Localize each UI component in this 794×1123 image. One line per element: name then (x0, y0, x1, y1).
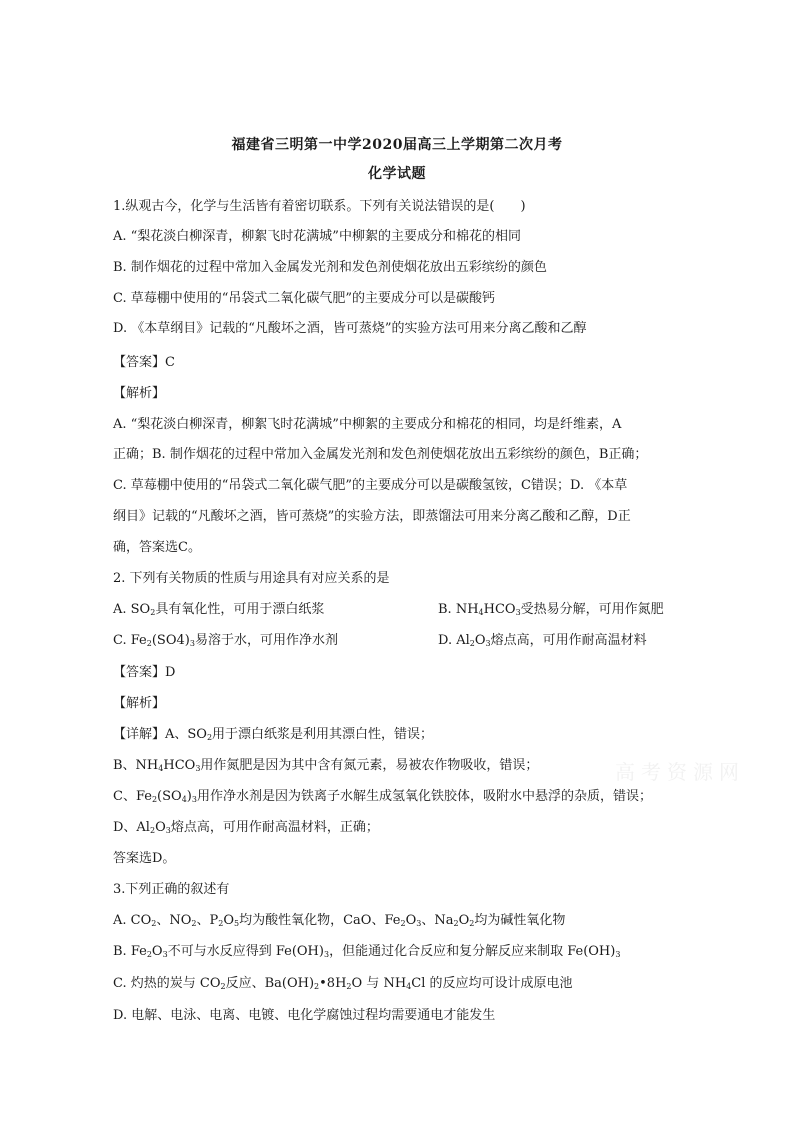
q3-option-c: C. 灼热的炭与 $CO_2$反应、$Ba(OH)_2•8H_2O$ 与 $NH_4Cl$ 的反应均可设计成原电池 (113, 976, 573, 991)
q2-detail-line: B、$NH_4HCO_3$用作氮肥是因为其中含有氮元素，易被农作物吸收，错误； (113, 758, 539, 773)
q1-analysis-line: 确，答案选C。 (113, 540, 201, 555)
q3-option-b: B. $Fe_2O_3$不可与水反应得到 $Fe(OH)_3$，但能通过化合反应和复分解反应来制取 $Fe(OH)_3$ (113, 944, 621, 959)
q3-option-a: A. $CO_2$、$NO_2$、$P_2O_5$均为酸性氧化物，CaO、$Fe_2O_3$、$Na_2O_2$均为碱性氧化物 (113, 913, 566, 928)
q1-option-d: D. 《本草纲目》记载的“凡酸坏之酒，皆可蒸烧”的实验方法可用来分离乙酸和乙醇 (113, 321, 587, 336)
q2-detail-line: 【详解】A、$SO_2$用于漂白纸浆是利用其漂白性，错误； (113, 727, 434, 742)
q2-detail-line: D、$Al_2O_3$熔点高，可用作耐高温材料，正确； (113, 820, 379, 835)
q1-analysis-line: A. “梨花淡白柳深青，柳絮飞时花满城”中柳絮的主要成分和棉花的相同，均是纤维素，A (113, 417, 622, 432)
q1-option-a: A. “梨花淡白柳深青，柳絮飞时花满城”中柳絮的主要成分和棉花的相同 (113, 229, 521, 244)
q1-analysis-line: 纲目》记载的“凡酸坏之酒，皆可蒸烧”的实验方法，即蒸馏法可用来分离乙酸和乙醇，D正 (113, 509, 631, 524)
q2-answer: 【答案】D (113, 665, 176, 680)
q3-option-d: D. 电解、电泳、电离、电镀、电化学腐蚀过程均需要通电才能发生 (113, 1008, 496, 1023)
q2-conclusion: 答案选D。 (113, 851, 176, 866)
q2-detail-line: C、$Fe_2(SO_4)_3$用作净水剂是因为铁离子水解生成氢氧化铁胶体，吸附水中悬浮的杂质，错误； (113, 789, 652, 804)
document-title: 福建省三明第一中学2020届高三上学期第二次月考 (231, 137, 563, 153)
q1-option-c: C. 草莓棚中使用的“吊袋式二氧化碳气肥”的主要成分可以是碳酸钙 (113, 291, 496, 306)
q1-stem: 1.纵观古今，化学与生活皆有着密切联系。下列有关说法错误的是( ) (113, 199, 526, 214)
document-subtitle: 化学试题 (368, 166, 426, 182)
q3-stem: 3.下列正确的叙述有 (113, 882, 230, 897)
q2-option-c: C. $Fe_2(SO4)_3$易溶于水，可用作净水剂 (113, 633, 338, 648)
watermark: 高考资源网 (615, 760, 745, 784)
q2-analysis-label: 【解析】 (113, 696, 166, 711)
q2-option-b: B. $NH_4HCO_3$受热易分解，可用作氮肥 (438, 602, 664, 617)
q1-analysis-label: 【解析】 (113, 386, 166, 401)
q2-option-a: A. $SO_2$具有氧化性，可用于漂白纸浆 (113, 602, 325, 617)
q1-answer: 【答案】C (113, 355, 175, 370)
q2-stem: 2. 下列有关物质的性质与用途具有对应关系的是 (113, 571, 390, 586)
q1-analysis-line: C. 草莓棚中使用的“吊袋式二氧化碳气肥”的主要成分可以是碳酸氢铵，C错误；D. 《本草 (113, 478, 628, 493)
q1-analysis-line: 正确；B. 制作烟花的过程中常加入金属发光剂和发色剂使烟花放出五彩缤纷的颜色，B正确； (113, 447, 648, 462)
q2-option-d: D. $Al_2O_3$熔点高，可用作耐高温材料 (438, 633, 647, 648)
q1-option-b: B. 制作烟花的过程中常加入金属发光剂和发色剂使烟花放出五彩缤纷的颜色 (113, 260, 547, 275)
